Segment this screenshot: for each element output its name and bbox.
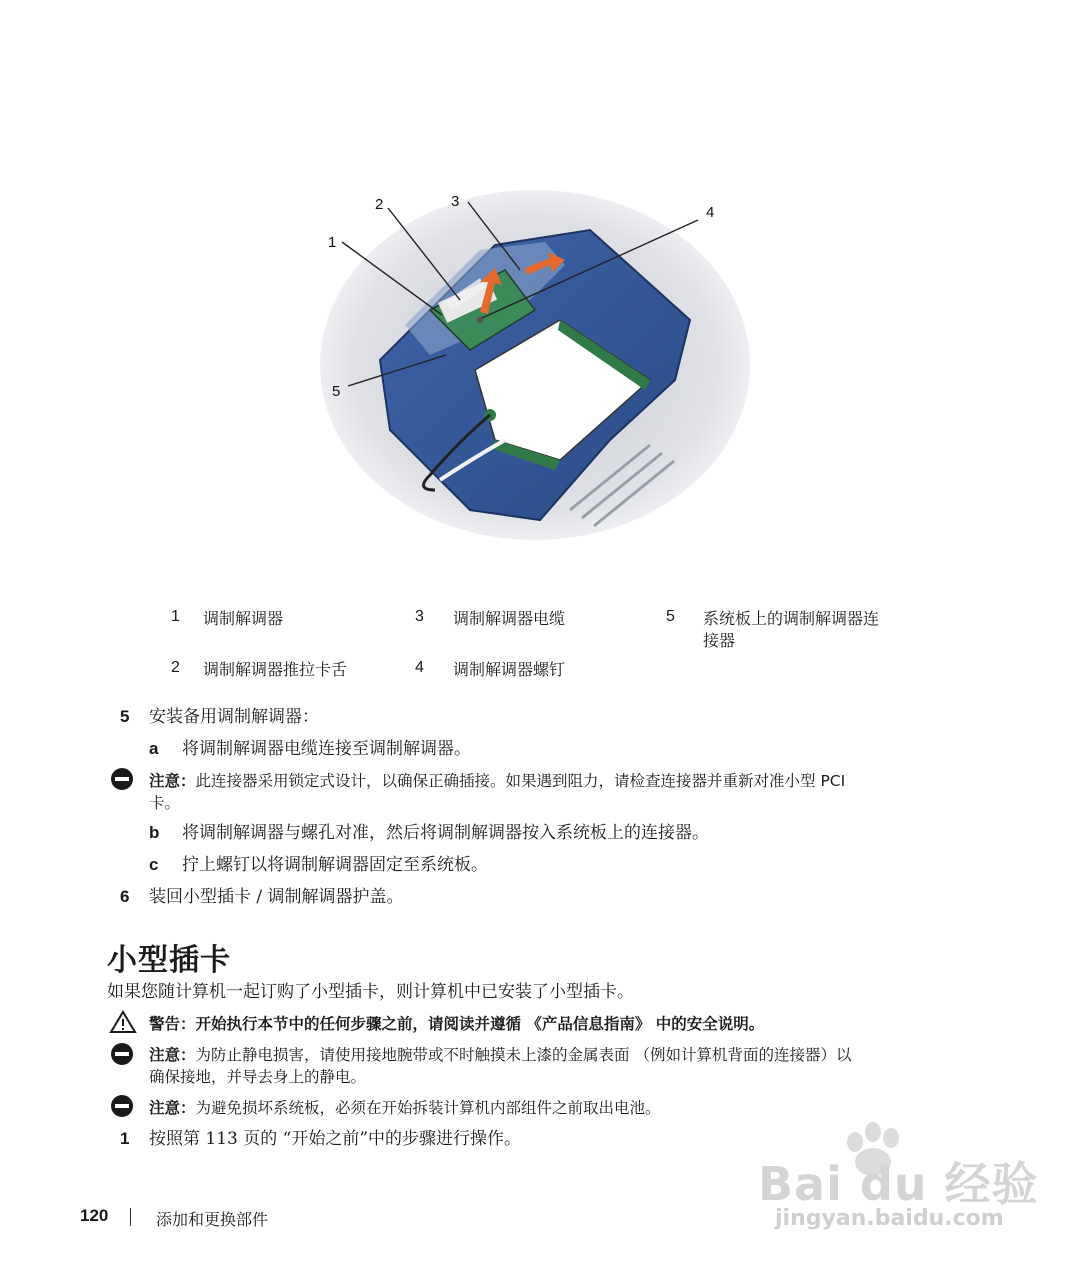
substep-b-text: 将调制解调器与螺孔对准，然后将调制解调器按入系统板上的连接器。 [182,823,709,843]
notice-icon [110,1094,134,1118]
callout-1: 1 [328,234,337,251]
note-3-label: 注意： [149,1099,196,1117]
legend-num-5: 5 [666,608,675,625]
note-1-line1: 此连接器采用锁定式设计，以确保正确插接。如果遇到阻力，请检查连接器并重新对准小型 PCI [195,772,846,790]
legend-text-5-line2: 接器 [703,631,736,650]
step-1-text: 按照第 113 页的 “开始之前”中的步骤进行操作。 [149,1129,522,1149]
legend-num-3: 3 [415,608,424,625]
callout-4: 4 [706,204,715,221]
note-2-label: 注意： [149,1046,196,1064]
legend-num-1: 1 [171,608,180,625]
note-3 [149,1097,661,1119]
legend-text-3: 调制解调器电缆 [453,609,566,628]
substep-b-letter: b [149,823,160,842]
note-3-text: 为避免损坏系统板，必须在开始拆装计算机内部组件之前取出电池。 [195,1099,661,1117]
step-1-number: 1 [120,1129,130,1148]
callout-3: 3 [451,193,460,210]
substep-c-text: 拧上螺钉以将调制解调器固定至系统板。 [182,855,488,875]
warning-label: 警告： [149,1015,196,1033]
legend-text-4: 调制解调器螺钉 [453,660,566,679]
legend-num-2: 2 [171,659,180,676]
note-1-label: 注意： [149,772,196,790]
modem-illustration [320,190,750,590]
footer-separator [130,1208,131,1226]
step-5-text: 安装备用调制解调器： [149,707,319,727]
notice-icon [110,767,134,791]
notice-icon [110,1042,134,1066]
section-intro: 如果您随计算机一起订购了小型插卡，则计算机中已安装了小型插卡。 [107,982,634,1002]
warning-icon [109,1010,137,1034]
step-5-number: 5 [120,707,130,726]
substep-a-text: 将调制解调器电缆连接至调制解调器。 [182,739,471,759]
legend-text-5-line1: 系统板上的调制解调器连 [703,609,880,628]
callout-2: 2 [375,196,384,213]
note-1-line2: 卡。 [149,794,181,812]
step-6-text: 装回小型插卡 / 调制解调器护盖。 [149,887,404,907]
watermark-logo: Bai du 经验 [758,1157,1039,1211]
section-title: 小型插卡 [107,943,231,978]
watermark-url: jingyan.baidu.com [775,1206,1004,1231]
substep-a-letter: a [149,739,159,758]
substep-c-letter: c [149,855,159,874]
warning-note [149,1013,764,1035]
note-2 [149,1044,851,1066]
note-2-line1: 为防止静电损害，请使用接地腕带或不时触摸未上漆的金属表面 （例如计算机背面的连接器）以 [195,1046,852,1064]
warning-text: 开始执行本节中的任何步骤之前，请阅读并遵循 《产品信息指南》 中的安全说明。 [195,1015,765,1033]
step-6-number: 6 [120,887,130,906]
callout-5: 5 [332,383,341,400]
legend-text-2: 调制解调器推拉卡舌 [203,660,348,679]
note-2-line2: 确保接地，并导去身上的静电。 [149,1068,367,1086]
legend-text-1: 调制解调器 [203,609,284,628]
page-number: 120 [80,1206,109,1225]
legend-num-4: 4 [415,659,424,676]
footer-chapter-title: 添加和更换部件 [156,1210,269,1229]
note-1 [149,770,845,792]
